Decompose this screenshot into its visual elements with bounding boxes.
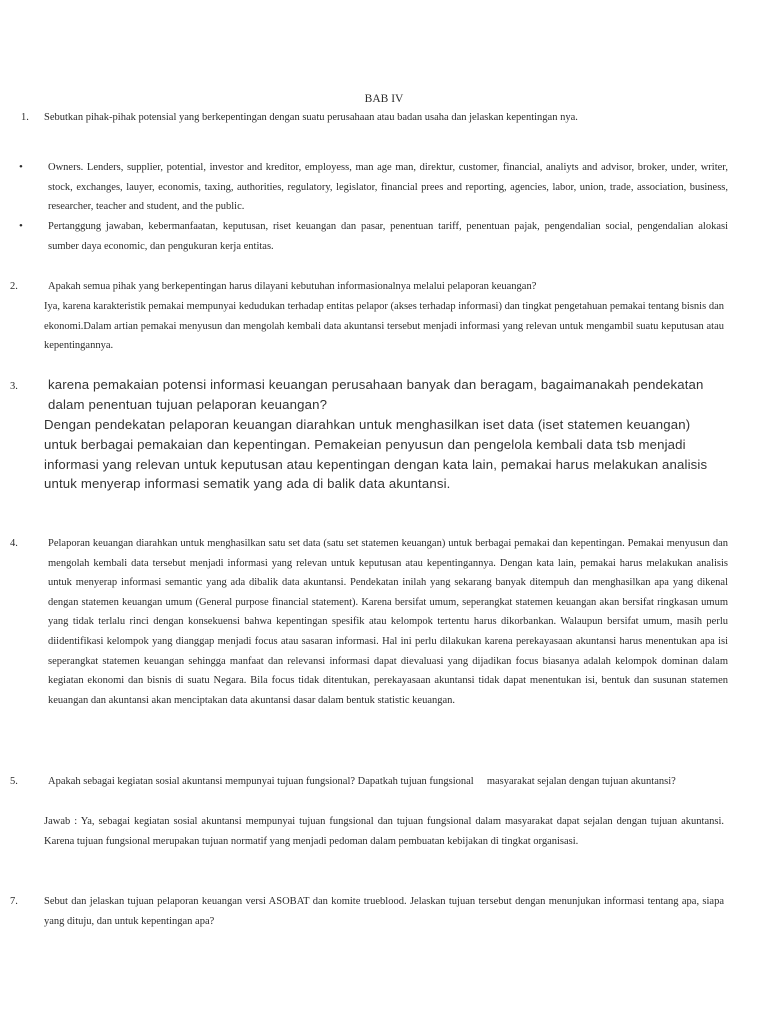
item-7-number: 7. bbox=[10, 896, 18, 907]
bullet-icon: • bbox=[19, 161, 23, 173]
item-7-question: Sebut dan jelaskan tujuan pelaporan keuangan versi ASOBAT dan komite trueblood. Jelaskan tujuan tersebut dengan menunjukan informasi tentang apa, siapa yang dituju, dan untuk kepentingan apa? bbox=[44, 896, 724, 927]
item-5-question: Apakah sebagai kegiatan sosial akuntansi mempunyai tujuan fungsional? Dapatkah tujuan fungsional masyarakat sejalan dengan tujuan akuntansi? bbox=[48, 776, 676, 787]
item-3-number: 3. bbox=[10, 381, 18, 392]
item-5-number: 5. bbox=[10, 776, 18, 787]
item-2-question: Apakah semua pihak yang berkepentingan harus dilayani kebutuhan informasionalnya melalui pelaporan keuangan? bbox=[48, 281, 537, 292]
item-2-answer: Iya, karena karakteristik pemakai mempunyai kedudukan terhadap entitas pelapor (akses terhadap informasi) dan tingkat pengetahuan pemakai tentang bisnis dan ekonomi.Dalam artian pemakai menyusun dan mengolah kembali data akuntansi tersebut menjadi informasi yang relevan untuk mengambil suatu keputusan atau kepentingannya. bbox=[44, 301, 724, 352]
item-5-answer: Jawab : Ya, sebagai kegiatan sosial akuntansi mempunyai tujuan fungsional dan tujuan fungsional dalam masyarakat dapat sejalan dengan tujuan akuntansi. Karena tujuan fungsional merupakan tujuan normatif yang menjadi pedoman dalam pembuatan kebijakan di tingkat organisasi. bbox=[44, 816, 724, 847]
bullet-icon: • bbox=[19, 220, 23, 232]
item-3-question: karena pemakaian potensi informasi keuangan perusahaan banyak dan beragam, bagaimanakah pendekatan dalam penentuan tujuan pelaporan keuangan? bbox=[48, 377, 704, 412]
item-3-answer: Dengan pendekatan pelaporan keuangan diarahkan untuk menghasilkan iset data (iset statemen keuangan) untuk berbagai pemakaian dan kepentingan. Pemakeian penyusun dan pengelola kembali data tsb menjadi informasi yang relevan untuk keputusan atau kepentingan dengan kata lain, pemakai harus melakukan analisis untuk menyerap informasi sematik yang ada di balik data akuntansi. bbox=[44, 417, 708, 492]
item-2-number: 2. bbox=[10, 281, 18, 292]
item-1-bullet-1: Owners. Lenders, supplier, potential, investor and kreditor, employess, man age man, direktur, customer, financial, analiyts and advisor, broker, under, writer, stock, exchanges, lauyer, economis, taxing, authorities, regulatory, legislator, financial prees and reporting, agencies, labor, union, trade, association, business, researcher, teacher and student, and the public. bbox=[48, 162, 728, 213]
item-1-number: 1. bbox=[21, 112, 29, 123]
item-4-number: 4. bbox=[10, 538, 18, 549]
item-1-bullet-2: Pertanggung jawaban, kebermanfaatan, keputusan, riset keuangan dan pasar, penentuan tariff, penentuan pajak, pengendalian social, pengendalian alokasi sumber daya economic, dan pengukuran kerja entitas. bbox=[48, 221, 728, 252]
item-1-question: Sebutkan pihak-pihak potensial yang berkepentingan dengan suatu perusahaan atau badan usaha dan jelaskan kepentingan nya. bbox=[44, 112, 578, 123]
item-4-answer: Pelaporan keuangan diarahkan untuk menghasilkan satu set data (satu set statemen keuangan) untuk berbagai pemakai dan kepentingan. Pemakai menyusun dan mengolah kembali data tersebut menjadi informasi yang relevan untuk keputusan atau kepentingannya. Dengan kata lain, pemakai harus melakukan analisis untuk menyerap informasi semantic yang ada dibalik data akuntansi. Pendekatan inilah yang sekarang banyak ditempuh dan menghasilkan apa yang dikenal dengan statemen keuangan umum (General purpose financial statement). Karena bersifat umum, seperangkat statemen keuangan akan bersifat ringkasan umum yang tidak terlalu rinci dengan konsekuensi bahwa kepentingan spesifik atau kelompok tertentu harus dikorbankan. Walaupun bersifat umum, masih perlu diidentifikasi kelompok yang dianggap menjadi focus atau sasaran informasi. Hal ini perlu dilakukan karena perekayasaan akuntansi harus menentukan apa isi seperangkat statemen keuangan sehingga manfaat dan relevansi informasi dapat dievaluasi yang dijadikan focus biasanya adalah kelompok dominan dalam kegiatan ekonomi dan bisnis di suatu Negara. Bila focus tidak ditentukan, perekayasaan akuntansi tidak dapat menentukan isi, bentuk dan susunan statemen keuangan dan akuntansi akan menciptakan data akuntansi dasar dalam bentuk statistic keuangan. bbox=[48, 538, 728, 706]
chapter-title: BAB IV bbox=[364, 93, 404, 105]
